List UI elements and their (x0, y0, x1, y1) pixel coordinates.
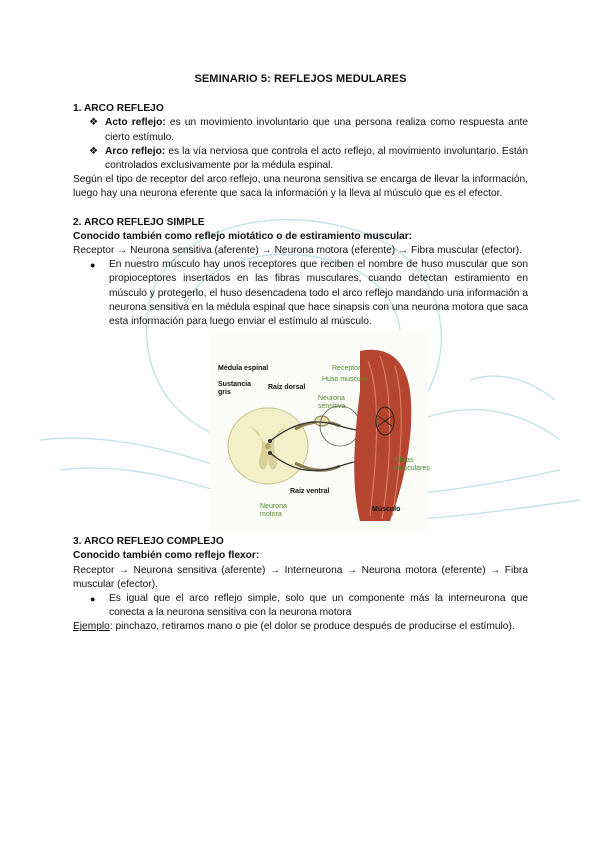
list-item (73, 116, 528, 144)
bullet-text: En nuestro músculo hay unos receptores que reciben el nombre de huso muscular que son propioceptores insertados en las fibras musculares, cuando detectan estiramiento en músculo y protegerlo, el huso desencadena todo el arco reflejo mandando una información a neurona sensitiva en la médula espinal que hace sinapsis con una neurona motora que saca esta información para luego enviar el estímulo al músculo. (109, 259, 528, 328)
label-sustancia: Sustancia gris (218, 381, 252, 397)
section3-subheading: Conocido también como reflejo flexor: (73, 550, 260, 562)
section2-bullets (73, 258, 528, 329)
example-label: Ejemplo (73, 621, 110, 633)
document-page (73, 72, 528, 635)
section2-subheading: Conocido también como reflejo miotático o de estiramiento muscular: (73, 230, 413, 242)
label-neurona-sensitiva: Neurona sensitiva (318, 395, 346, 411)
label-raiz-dorsal: Raíz dorsal (268, 384, 306, 392)
dot-bullet-icon: ● (90, 260, 96, 271)
label-raiz-ventral: Raíz ventral (290, 488, 330, 496)
spinal-cord-shape (228, 408, 308, 484)
label-neurona-motora: Neurona motora (260, 503, 287, 519)
dot-bullet-icon: ● (90, 594, 96, 605)
section1-bullets (73, 116, 528, 173)
label-receptor: Receptor: (332, 365, 363, 373)
label-musculo: Músculo (372, 506, 401, 514)
section2-heading: 2. ARCO REFLEJO SIMPLE (73, 216, 205, 228)
diamond-bullet-icon: ❖ (89, 117, 99, 129)
bullet-term: Acto reflejo: (105, 117, 166, 129)
reflex-arc-figure (210, 331, 428, 531)
bullet-text: es la vía nerviosa que controla el acto reflejo, al movimiento involuntario. Están controlados exclusivamente por la médula espinal. (105, 145, 528, 172)
list-item (73, 145, 528, 173)
reflex-arc-illustration (210, 331, 428, 531)
list-item (73, 592, 528, 620)
section3-bullets (73, 592, 528, 620)
bullet-text: Es igual que el arco reflejo simple, solo que un componente más la interneurona que conecta a la neurona sensitiva con la neurona motora (109, 593, 528, 619)
section1-paragraph: Según el tipo de receptor del arco reflejo, una neurona sensitiva se encarga de llevar la información, luego hay una neurona eferente que saca la información y la lleva al músculo que es el efector. (73, 174, 528, 200)
section2-pathway: Receptor → Neurona sensitiva (aferente) → Neurona motora (eferente) → Fibra muscular (efector). (73, 245, 522, 257)
section1-heading: 1. ARCO REFLEJO (73, 103, 164, 115)
section3-pathway: Receptor → Neurona sensitiva (aferente) → Interneurona → Neurona motora (eferente) → Fibra muscular (efector). (73, 564, 528, 590)
bullet-text: es un movimiento involuntario que una persona realiza como respuesta ante cierto estímulo. (105, 117, 529, 143)
section3-heading: 3. ARCO REFLEJO COMPLEJO (73, 536, 224, 548)
page-title: SEMINARIO 5: REFLEJOS MEDULARES (194, 73, 407, 85)
label-huso: Huso muscular (322, 376, 369, 384)
label-medula: Médula espinal (218, 365, 269, 373)
section3-example (73, 620, 528, 634)
example-text: : pinchazo, retiramos mano o pie (el dolor se produce después de producirse el estímulo). (109, 621, 515, 633)
diamond-bullet-icon: ❖ (89, 145, 99, 157)
bullet-term: Arco reflejo: (105, 145, 166, 157)
label-fibras: Fibras musculares (394, 457, 430, 473)
list-item (73, 258, 528, 329)
